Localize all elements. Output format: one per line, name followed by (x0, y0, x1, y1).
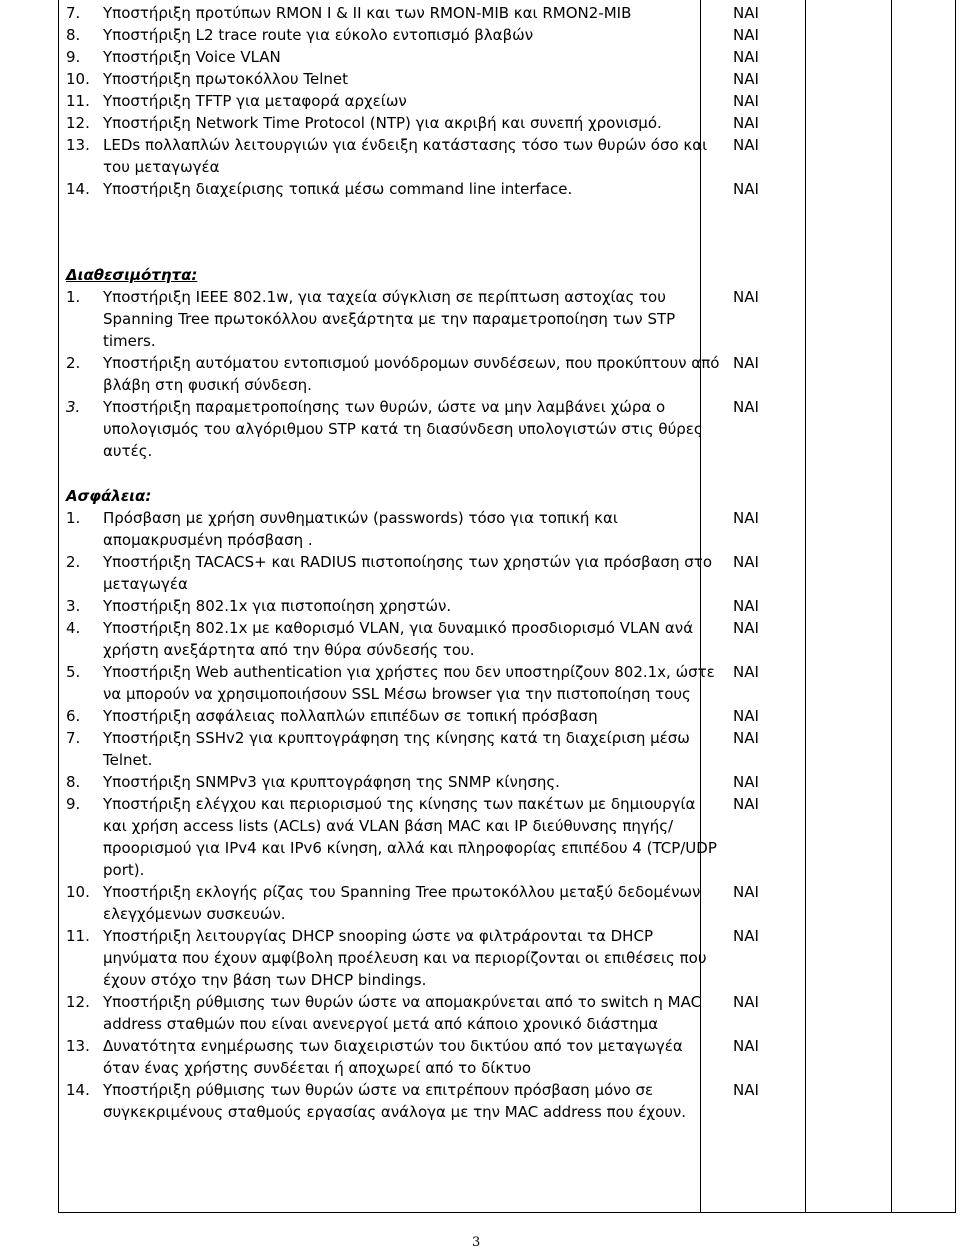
list-item (66, 617, 956, 661)
item-value: ΝΑΙ (733, 92, 759, 110)
item-number: 8. (66, 773, 81, 791)
item-value: ΝΑΙ (733, 398, 759, 416)
list-item (66, 793, 956, 881)
list-item (66, 925, 956, 991)
item-text: Υποστήριξη ρύθμισης των θυρών ώστε να επιτρέπουν πρόσβαση μόνο σε συγκεκριμένους σταθμούς εργασίας ανάλογα με την MAC address που έχουν. (103, 1081, 687, 1121)
list-item (66, 661, 956, 705)
list-item (66, 396, 956, 462)
item-number: 1. (66, 288, 81, 306)
item-value: ΝΑΙ (733, 1037, 759, 1055)
item-number: 11. (66, 927, 90, 945)
item-value: ΝΑΙ (733, 993, 759, 1011)
item-text: Υποστήριξη Web authentication για χρήστες που δεν υποστηρίζουν 802.1x, ώστε να μπορούν να χρησιμοποιήσουν SSL Μέσω browser για την πιστοποίηση τους (103, 663, 715, 703)
list-item (66, 1035, 956, 1079)
item-number: 7. (66, 4, 81, 22)
item-text: Υποστήριξη προτύπων RMON I & II και των RMON-MIB και RMON2-MIB (103, 4, 632, 22)
item-value: ΝΑΙ (733, 288, 759, 306)
item-text: Υποστήριξη TACACS+ και RADIUS πιστοποίησης των χρηστών για πρόσβαση στο μεταγωγέα (103, 553, 713, 593)
item-value: ΝΑΙ (733, 180, 759, 198)
item-value: ΝΑΙ (733, 70, 759, 88)
security-section (66, 485, 956, 1123)
list-item (66, 991, 956, 1035)
item-text: Υποστήριξη λειτουργίας DHCP snooping ώστε να φιλτράρονται τα DHCP μηνύματα που έχουν αμφίβολη προέλευση και να περιορίζονται οι επιθέσεις που έχουν στόχο την βάση των DHCP bindings. (103, 927, 707, 989)
availability-section (66, 264, 956, 462)
list-item (66, 507, 956, 551)
item-number: 2. (66, 553, 81, 571)
list-item (66, 727, 956, 771)
list-item (66, 178, 956, 200)
item-value: ΝΑΙ (733, 4, 759, 22)
item-number: 4. (66, 619, 81, 637)
item-text: Υποστήριξη TFTP για μεταφορά αρχείων (103, 92, 407, 110)
list-item (66, 46, 956, 68)
item-text: Υποστήριξη πρωτοκόλλου Telnet (103, 70, 348, 88)
list-item (66, 352, 956, 396)
item-number: 14. (66, 1081, 90, 1099)
security-heading: Ασφάλεια: (66, 487, 152, 505)
item-text: Υποστήριξη SNMPv3 για κρυπτογράφηση της SNMP κίνησης. (103, 773, 560, 791)
item-text: Υποστήριξη 802.1x με καθορισμό VLAN, για δυναμικό προσδιορισμό VLAN ανά χρήστη ανεξάρτητα από την θύρα σύνδεσής του. (103, 619, 694, 659)
item-number: 8. (66, 26, 81, 44)
list-item (66, 112, 956, 134)
item-text: Υποστήριξη ελέγχου και περιορισμού της κίνησης των πακέτων με δημιουργία και χρήση access lists (ACLs) ανά VLAN βάση MAC και IP διεύθυνσης πηγής/προορισμού για IPv4 και IPv6 κίνηση, αλλά και πληροφορίας επιπέδου 4 (TCP/UDP port). (103, 795, 717, 879)
list-item (66, 1079, 956, 1123)
list-item (66, 595, 956, 617)
item-number: 12. (66, 993, 90, 1011)
item-value: ΝΑΙ (733, 553, 759, 571)
item-number: 10. (66, 883, 90, 901)
features-section (66, 2, 956, 200)
list-item (66, 24, 956, 46)
item-text: Υποστήριξη ασφάλειας πολλαπλών επιπέδων σε τοπική πρόσβαση (103, 707, 598, 725)
item-value: ΝΑΙ (733, 729, 759, 747)
item-text: Υποστήριξη διαχείρισης τοπικά μέσω command line interface. (103, 180, 573, 198)
item-text: Υποστήριξη L2 trace route για εύκολο εντοπισμό βλαβών (103, 26, 534, 44)
item-number: 3. (66, 597, 81, 615)
item-text: Υποστήριξη αυτόματου εντοπισμού μονόδρομων συνδέσεων, που προκύπτουν από βλάβη στη φυσική σύνδεση. (103, 354, 720, 394)
list-item (66, 881, 956, 925)
item-number: 13. (66, 136, 90, 154)
item-number: 12. (66, 114, 90, 132)
table-border-bottom (58, 1212, 956, 1213)
item-value: ΝΑΙ (733, 597, 759, 615)
item-text: LEDs πολλαπλών λειτουργιών για ένδειξη κατάστασης τόσο των θυρών όσο και του μεταγωγέα (103, 136, 708, 176)
item-number: 2. (66, 354, 81, 372)
item-number: 14. (66, 180, 90, 198)
list-item (66, 134, 956, 178)
item-value: ΝΑΙ (733, 619, 759, 637)
list-item (66, 551, 956, 595)
item-number: 13. (66, 1037, 90, 1055)
item-text: Υποστήριξη SSHv2 για κρυπτογράφηση της κίνησης κατά τη διαχείριση μέσω Telnet. (103, 729, 690, 769)
item-text: Δυνατότητα ενημέρωσης των διαχειριστών του δικτύου από τον μεταγωγέα όταν ένας χρήστης συνδέεται ή αποχωρεί από το δίκτυο (103, 1037, 683, 1077)
item-value: ΝΑΙ (733, 114, 759, 132)
table-border-left (58, 0, 59, 1213)
item-value: ΝΑΙ (733, 1081, 759, 1099)
list-item (66, 2, 956, 24)
item-value: ΝΑΙ (733, 509, 759, 527)
list-item (66, 771, 956, 793)
item-text: Υποστήριξη εκλογής ρίζας του Spanning Tree πρωτοκόλλου μεταξύ δεδομένων ελεγχόμενων συσκευών. (103, 883, 701, 923)
item-text: Υποστήριξη Voice VLAN (103, 48, 281, 66)
item-value: ΝΑΙ (733, 773, 759, 791)
item-text: Πρόσβαση με χρήση συνθηματικών (passwords) τόσο για τοπική και απομακρυσμένη πρόσβαση . (103, 509, 618, 549)
item-text: Υποστήριξη IEEE 802.1w, για ταχεία σύγκλιση σε περίπτωση αστοχίας του Spanning Tree πρωτοκόλλου ανεξάρτητα με την παραμετροποίηση των STP timers. (103, 288, 676, 350)
item-value: ΝΑΙ (733, 48, 759, 66)
item-number: 7. (66, 729, 81, 747)
item-number: 5. (66, 663, 81, 681)
item-number: 9. (66, 795, 81, 813)
list-item (66, 90, 956, 112)
item-number: 3. (66, 398, 81, 416)
list-item (66, 705, 956, 727)
item-number: 1. (66, 509, 81, 527)
item-text: Υποστήριξη ρύθμισης των θυρών ώστε να απομακρύνεται από το switch η MAC address σταθμών που είναι ανενεργοί μετά από κάποιο χρονικό διάστημα (103, 993, 702, 1033)
item-value: ΝΑΙ (733, 354, 759, 372)
item-value: ΝΑΙ (733, 707, 759, 725)
item-value: ΝΑΙ (733, 927, 759, 945)
page-number: 3 (472, 1235, 481, 1250)
availability-heading: Διαθεσιμότητα: (66, 266, 198, 284)
list-item (66, 286, 956, 352)
item-number: 10. (66, 70, 90, 88)
item-text: Υποστήριξη 802.1x για πιστοποίηση χρηστών. (103, 597, 452, 615)
item-number: 9. (66, 48, 81, 66)
item-text: Υποστήριξη Network Time Protocol (NTP) για ακριβή και συνεπή χρονισμό. (103, 114, 662, 132)
item-value: ΝΑΙ (733, 883, 759, 901)
item-value: ΝΑΙ (733, 795, 759, 813)
item-value: ΝΑΙ (733, 26, 759, 44)
item-number: 6. (66, 707, 81, 725)
item-value: ΝΑΙ (733, 663, 759, 681)
item-value: ΝΑΙ (733, 136, 759, 154)
list-item (66, 68, 956, 90)
item-text: Υποστήριξη παραμετροποίησης των θυρών, ώστε να μην λαμβάνει χώρα ο υπολογισμός του αλγόριθμου STP κατά τη διασύνδεση υπολογιστών στις θύρες αυτές. (103, 398, 703, 460)
item-number: 11. (66, 92, 90, 110)
